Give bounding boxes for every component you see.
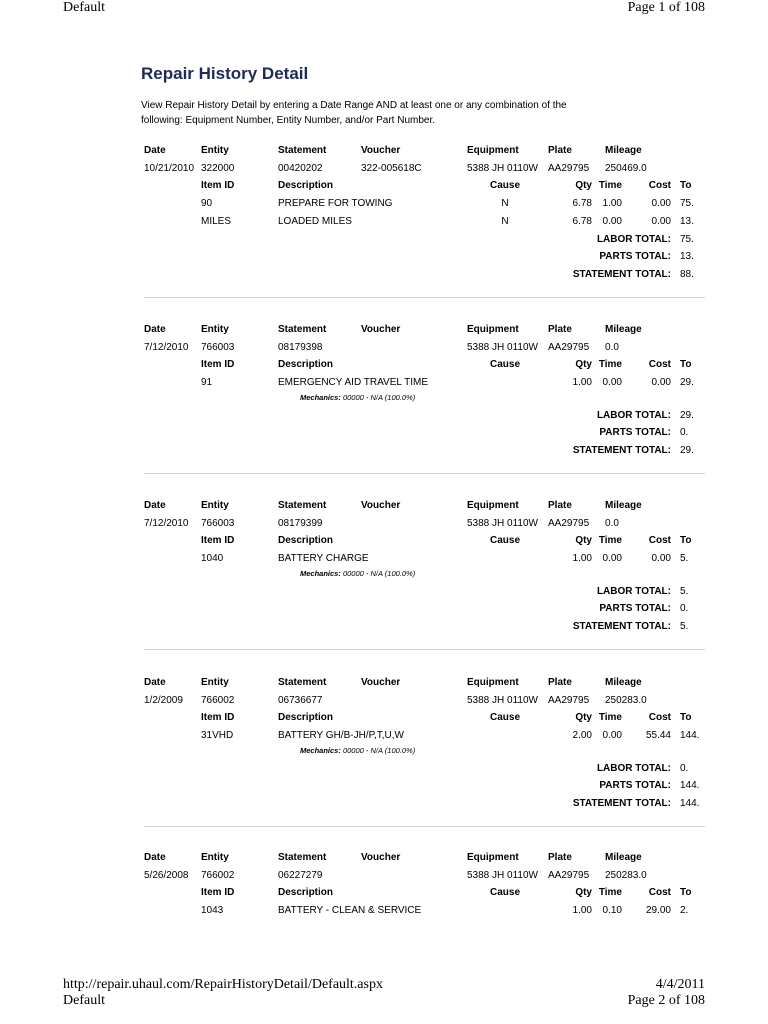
col-label-entity: Entity: [201, 324, 229, 335]
item-description: LOADED MILES: [278, 215, 352, 227]
col-label-entity: Entity: [201, 852, 229, 863]
print-footer-date: 4/4/2011: [655, 977, 705, 992]
item-qty: 6.78: [572, 215, 592, 227]
parts-total-value: 0.: [680, 427, 689, 439]
item-item-id: MILES: [201, 215, 232, 227]
record-date: 7/12/2010: [144, 517, 189, 529]
record-entity: 766002: [201, 694, 235, 706]
item-cost: 55.44: [645, 730, 671, 742]
record-equipment: 5388 JH 0110W: [467, 694, 538, 706]
parts-total-label: PARTS TOTAL:: [599, 251, 671, 263]
mechanics-line: [300, 568, 460, 580]
record-plate: AA29795: [548, 517, 590, 529]
parts-total-value: 0.: [680, 603, 689, 615]
col-label-total: To: [680, 887, 692, 899]
item-cost: 0.00: [651, 377, 671, 389]
col-label-plate: Plate: [548, 324, 572, 335]
labor-total-label: LABOR TOTAL:: [596, 233, 671, 245]
item-item-id: 91: [201, 377, 213, 389]
item-total: 75.: [680, 198, 694, 210]
record-mileage: 0.0: [605, 517, 619, 529]
item-description: BATTERY CHARGE: [278, 553, 369, 565]
item-total: 29.: [680, 377, 694, 389]
col-label-time: Time: [598, 887, 622, 899]
col-label-item-id: Item ID: [201, 887, 235, 899]
col-label-qty: Qty: [575, 887, 592, 899]
col-label-cost: Cost: [648, 535, 671, 547]
col-label-date: Date: [144, 852, 166, 863]
record-divider: [144, 649, 705, 650]
print-header-left: Default: [63, 0, 105, 15]
col-label-mileage: Mileage: [605, 500, 642, 511]
statement-total-value: 29.: [680, 444, 694, 456]
col-label-qty: Qty: [575, 359, 592, 371]
labor-total-value: 0.: [680, 762, 689, 774]
item-cost: 29.00: [645, 905, 671, 917]
col-label-voucher: Voucher: [361, 145, 401, 156]
labor-total-value: 29.: [680, 409, 694, 421]
statement-total-label: STATEMENT TOTAL:: [572, 797, 671, 809]
col-label-total: To: [680, 359, 692, 371]
col-label-statement: Statement: [278, 500, 327, 511]
col-label-date: Date: [144, 677, 166, 688]
col-label-equipment: Equipment: [467, 852, 519, 863]
statement-total-label: STATEMENT TOTAL:: [572, 620, 671, 632]
item-total: 2.: [680, 905, 689, 917]
statement-total-value: 88.: [680, 268, 694, 280]
mechanics-label: Mechanics:: [300, 745, 341, 755]
item-cost: 0.00: [651, 198, 671, 210]
item-total: 5.: [680, 553, 689, 565]
record-date: 10/21/2010: [144, 162, 195, 174]
col-label-date: Date: [144, 500, 166, 511]
record-entity: 766003: [201, 341, 235, 353]
col-label-entity: Entity: [201, 677, 229, 688]
col-label-time: Time: [598, 535, 622, 547]
statement-total-label: STATEMENT TOTAL:: [572, 444, 671, 456]
col-label-equipment: Equipment: [467, 145, 519, 156]
col-label-equipment: Equipment: [467, 324, 519, 335]
item-time: 0.00: [602, 553, 622, 565]
col-label-entity: Entity: [201, 500, 229, 511]
item-item-id: 1040: [201, 553, 224, 565]
record-statement: 06736677: [278, 694, 323, 706]
mechanics-value: 00000 - N/A (100.0%): [342, 745, 416, 755]
mechanics-value: 00000 - N/A (100.0%): [342, 568, 416, 578]
col-label-mileage: Mileage: [605, 324, 642, 335]
record-plate: AA29795: [548, 162, 590, 174]
item-qty: 6.78: [572, 198, 592, 210]
col-label-description: Description: [278, 535, 334, 547]
labor-total-value: 75.: [680, 233, 694, 245]
record-statement: 08179398: [278, 341, 323, 353]
col-label-cause: Cause: [489, 359, 520, 371]
col-label-entity: Entity: [201, 145, 229, 156]
col-label-description: Description: [278, 359, 334, 371]
record-statement: 06227279: [278, 869, 323, 881]
record-entity: 766002: [201, 869, 235, 881]
item-total: 13.: [680, 215, 694, 227]
print-footer-page: Page 2 of 108: [627, 993, 705, 1008]
col-label-voucher: Voucher: [361, 324, 401, 335]
item-total: 144.: [680, 730, 700, 742]
item-item-id: 90: [201, 198, 213, 210]
item-cause: N: [501, 215, 509, 227]
item-time: 0.00: [602, 730, 622, 742]
col-label-total: To: [680, 712, 692, 724]
col-label-date: Date: [144, 145, 166, 156]
col-label-date: Date: [144, 324, 166, 335]
col-label-cause: Cause: [489, 535, 520, 547]
item-qty: 1.00: [572, 905, 592, 917]
col-label-description: Description: [278, 712, 334, 724]
record-entity: 766003: [201, 517, 235, 529]
print-footer-url: http://repair.uhaul.com/RepairHistoryDetail/Default.aspx: [63, 977, 383, 992]
col-label-item-id: Item ID: [201, 359, 235, 371]
item-description: EMERGENCY AID TRAVEL TIME: [278, 377, 429, 389]
col-label-cause: Cause: [489, 712, 520, 724]
record-equipment: 5388 JH 0110W: [467, 869, 538, 881]
parts-total-label: PARTS TOTAL:: [599, 603, 671, 615]
col-label-plate: Plate: [548, 145, 572, 156]
item-time: 0.10: [602, 905, 622, 917]
record-equipment: 5388 JH 0110W: [467, 341, 538, 353]
col-label-equipment: Equipment: [467, 500, 519, 511]
labor-total-label: LABOR TOTAL:: [596, 585, 671, 597]
mechanics-label: Mechanics:: [300, 568, 341, 578]
parts-total-value: 13.: [680, 251, 694, 263]
col-label-mileage: Mileage: [605, 145, 642, 156]
record-date: 1/2/2009: [144, 694, 183, 706]
record-plate: AA29795: [548, 341, 590, 353]
item-qty: 2.00: [572, 730, 592, 742]
col-label-total: To: [680, 535, 692, 547]
labor-total-value: 5.: [680, 585, 689, 597]
col-label-voucher: Voucher: [361, 500, 401, 511]
record-mileage: 250283.0: [605, 869, 647, 881]
labor-total-label: LABOR TOTAL:: [596, 762, 671, 774]
statement-total-label: STATEMENT TOTAL:: [572, 268, 671, 280]
record-statement: 00420202: [278, 162, 323, 174]
statement-total-value: 5.: [680, 620, 689, 632]
record-entity: 322000: [201, 162, 235, 174]
col-label-mileage: Mileage: [605, 852, 642, 863]
col-label-voucher: Voucher: [361, 677, 401, 688]
col-label-statement: Statement: [278, 324, 327, 335]
col-label-voucher: Voucher: [361, 852, 401, 863]
col-label-item-id: Item ID: [201, 712, 235, 724]
print-header-page: Page 1 of 108: [627, 0, 705, 15]
page-title: Repair History Detail: [141, 64, 309, 83]
col-label-cost: Cost: [648, 887, 671, 899]
col-label-statement: Statement: [278, 852, 327, 863]
record-plate: AA29795: [548, 694, 590, 706]
col-label-time: Time: [598, 359, 622, 371]
mechanics-line: [300, 745, 460, 757]
parts-total-label: PARTS TOTAL:: [599, 427, 671, 439]
statement-total-value: 144.: [680, 797, 700, 809]
col-label-statement: Statement: [278, 677, 327, 688]
item-item-id: 1043: [201, 905, 224, 917]
col-label-description: Description: [278, 887, 334, 899]
col-label-statement: Statement: [278, 145, 327, 156]
parts-total-value: 144.: [680, 780, 700, 792]
record-plate: AA29795: [548, 869, 590, 881]
record-date: 5/26/2008: [144, 869, 189, 881]
parts-total-label: PARTS TOTAL:: [599, 780, 671, 792]
mechanics-label: Mechanics:: [300, 392, 341, 402]
col-label-cause: Cause: [489, 887, 520, 899]
item-cost: 0.00: [651, 215, 671, 227]
record-mileage: 0.0: [605, 341, 619, 353]
item-description: BATTERY - CLEAN & SERVICE: [278, 905, 422, 917]
col-label-plate: Plate: [548, 677, 572, 688]
item-qty: 1.00: [572, 553, 592, 565]
col-label-cost: Cost: [648, 712, 671, 724]
col-label-description: Description: [278, 180, 334, 192]
col-label-time: Time: [598, 712, 622, 724]
mechanics-line: [300, 392, 460, 404]
mechanics-value: 00000 - N/A (100.0%): [342, 392, 416, 402]
record-divider: [144, 473, 705, 474]
item-cause: N: [501, 198, 509, 210]
item-time: 0.00: [602, 215, 622, 227]
col-label-item-id: Item ID: [201, 180, 235, 192]
col-label-plate: Plate: [548, 852, 572, 863]
item-description: BATTERY GH/B-JH/P,T,U,W: [278, 730, 404, 742]
record-mileage: 250283.0: [605, 694, 647, 706]
record-equipment: 5388 JH 0110W: [467, 162, 538, 174]
item-description: PREPARE FOR TOWING: [278, 198, 393, 210]
col-label-item-id: Item ID: [201, 535, 235, 547]
record-date: 7/12/2010: [144, 341, 189, 353]
print-footer-left: Default: [63, 993, 105, 1008]
record-divider: [144, 297, 705, 298]
col-label-mileage: Mileage: [605, 677, 642, 688]
item-time: 1.00: [602, 198, 622, 210]
col-label-plate: Plate: [548, 500, 572, 511]
labor-total-label: LABOR TOTAL:: [596, 409, 671, 421]
col-label-equipment: Equipment: [467, 677, 519, 688]
item-time: 0.00: [602, 377, 622, 389]
col-label-qty: Qty: [575, 180, 592, 192]
item-cost: 0.00: [651, 553, 671, 565]
col-label-total: To: [680, 180, 692, 192]
col-label-cost: Cost: [648, 359, 671, 371]
record-divider: [144, 826, 705, 827]
col-label-cost: Cost: [648, 180, 671, 192]
col-label-time: Time: [598, 180, 622, 192]
print-footer: [63, 977, 705, 1009]
print-header: [63, 0, 705, 16]
record-mileage: 250469.0: [605, 162, 647, 174]
item-qty: 1.00: [572, 377, 592, 389]
intro-text: View Repair History Detail by entering a Date Range AND at least one or any combination of the following: Equipment Number, Entity Number, and/or Part Number.: [141, 100, 567, 126]
item-item-id: 31VHD: [201, 730, 234, 742]
record-equipment: 5388 JH 0110W: [467, 517, 538, 529]
col-label-qty: Qty: [575, 712, 592, 724]
col-label-qty: Qty: [575, 535, 592, 547]
record-statement: 08179399: [278, 517, 323, 529]
col-label-cause: Cause: [489, 180, 520, 192]
record-voucher: 322-005618C: [361, 162, 422, 174]
